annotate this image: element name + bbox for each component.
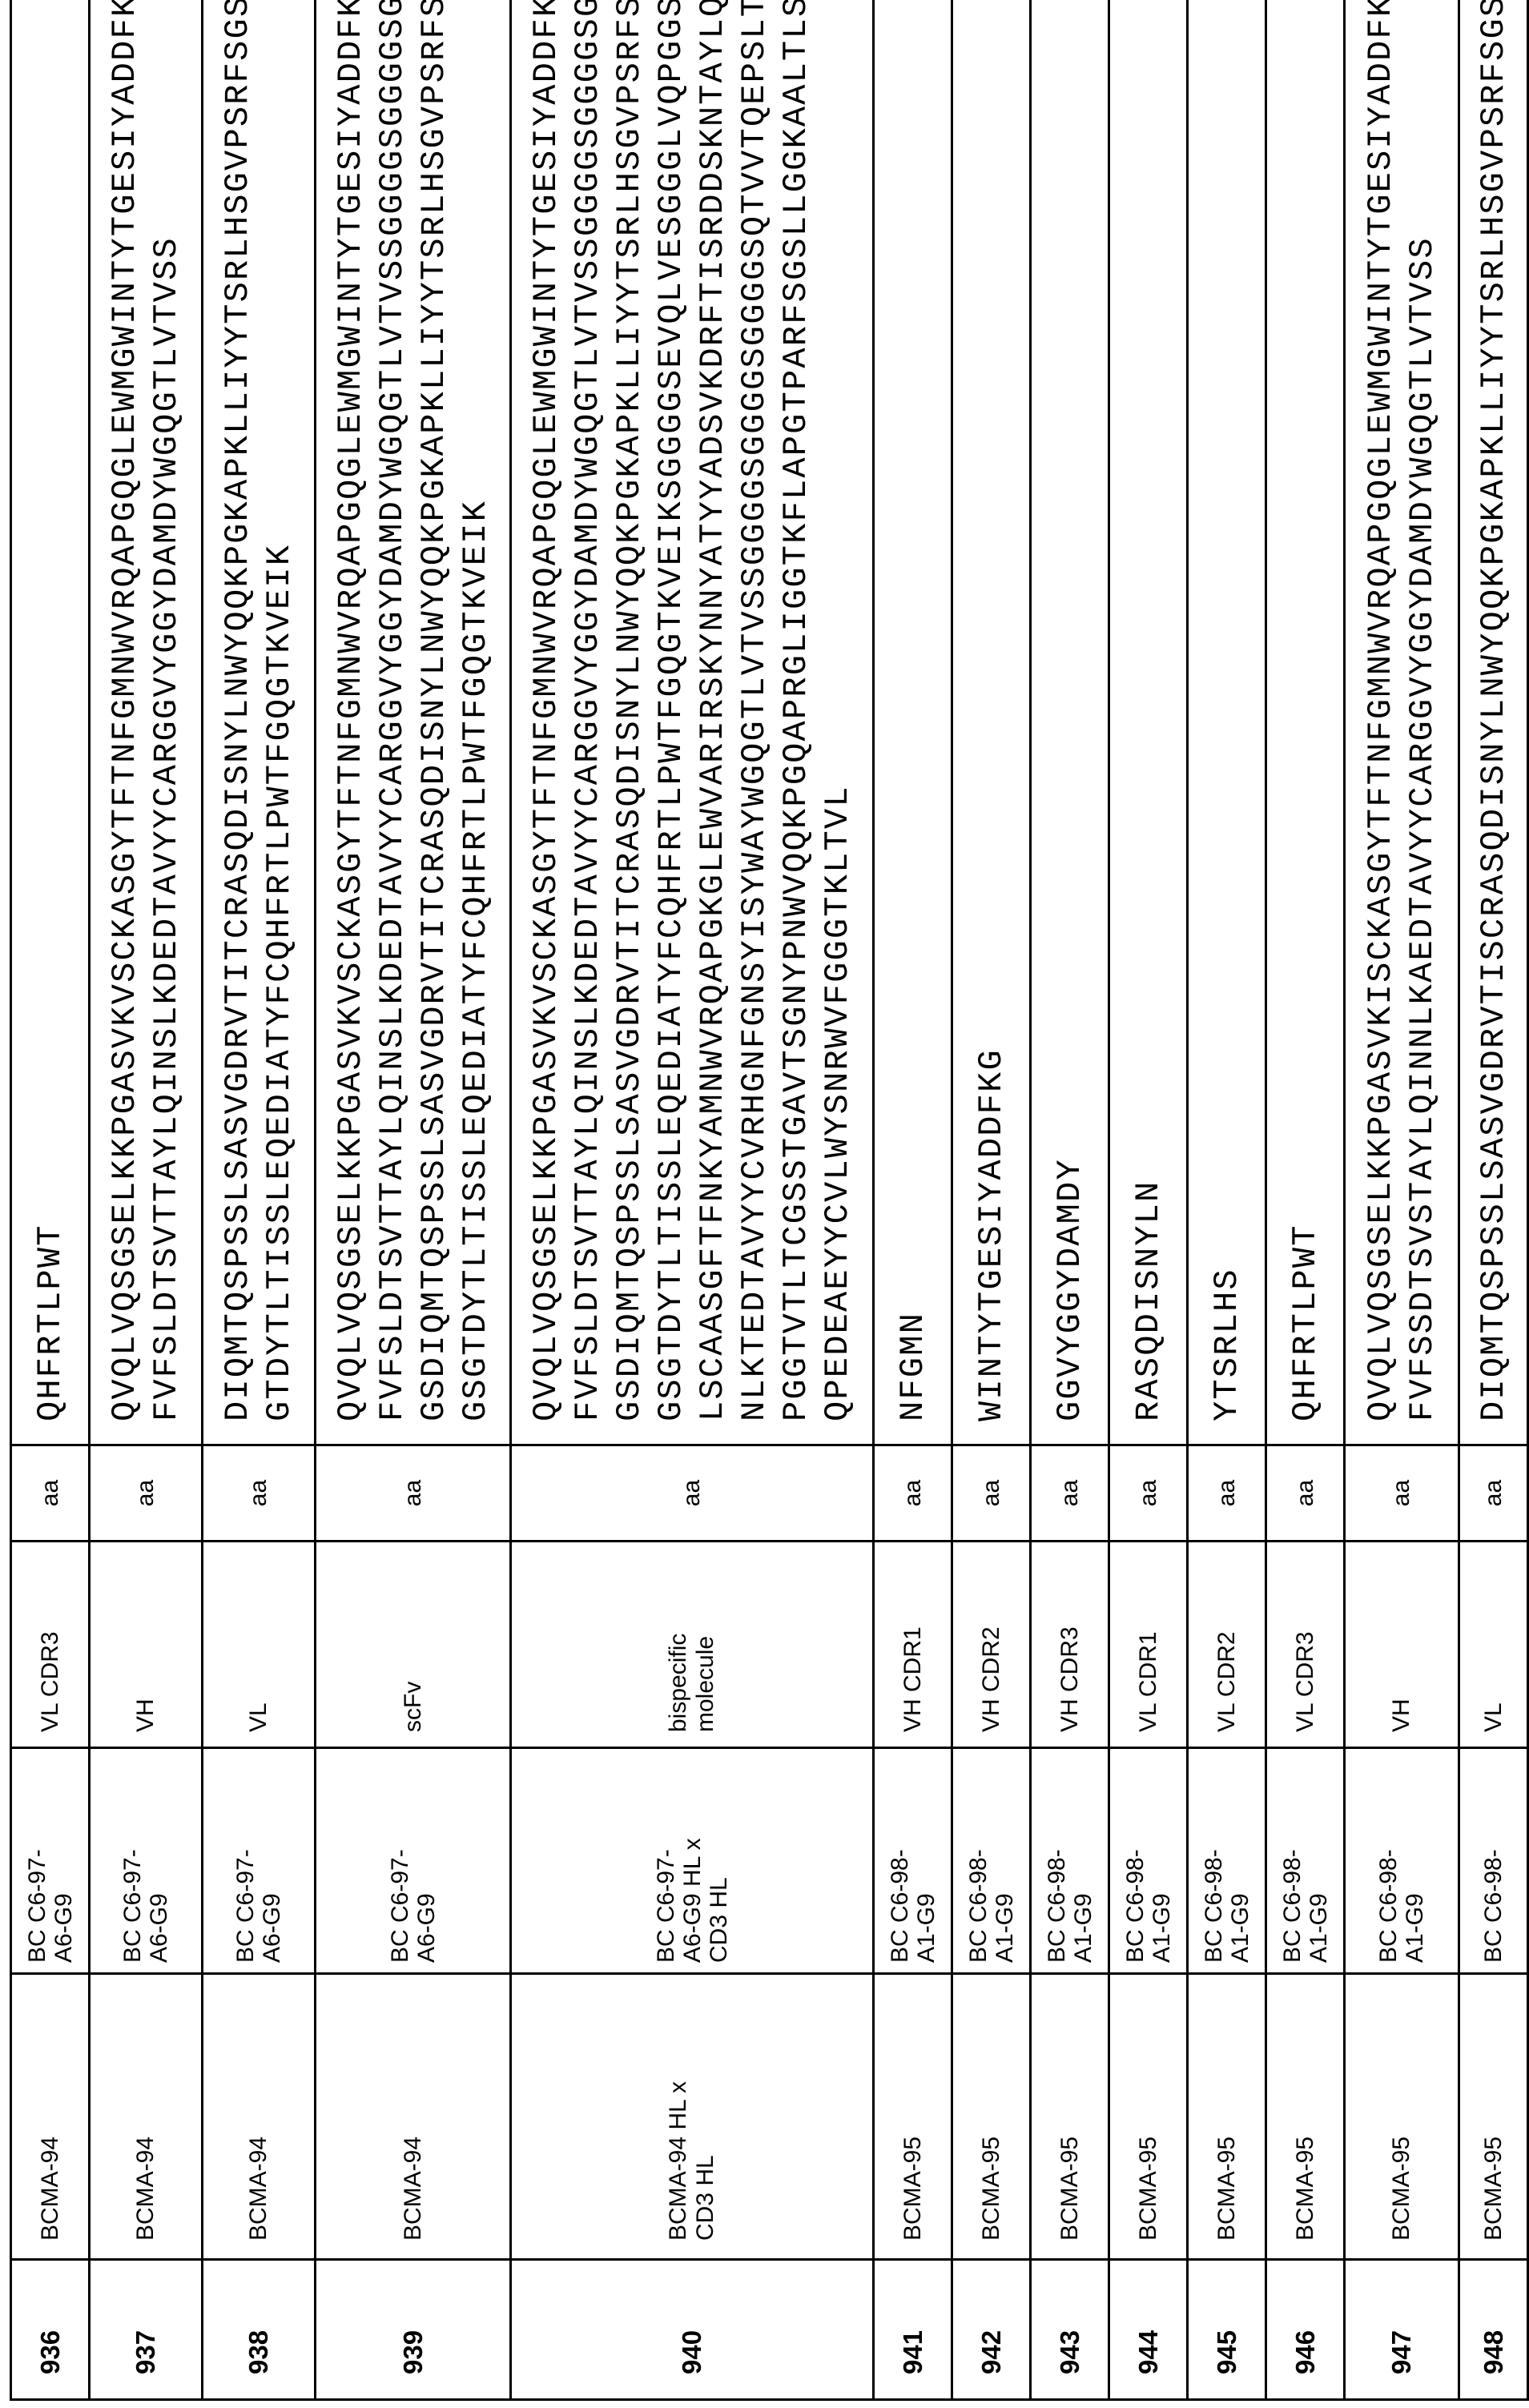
table-row — [952, 0, 1031, 2400]
antibody-designation-cell — [316, 1748, 511, 1974]
sequence-unit: aa — [1213, 1480, 1240, 1506]
sequence-unit-cell — [952, 1445, 1031, 1542]
sequence-line: QVQLVQSGSELKKPGASVKVSCKASGYTFTNFGMNWVRQAPGQGLEWMGWINTYTGESIYADDFKGR — [104, 0, 146, 1421]
seq-id-number-cell — [511, 2260, 874, 2400]
seq-id-number: 936 — [35, 2330, 65, 2374]
sequence-line: FVFSLDTSVTTAYLQINSLKDEDTAVYYCARGGVYGGYDAMDYWGQGTLVTVSSGGGGSGGGGSGGGG — [372, 0, 413, 1421]
sequence-cell — [90, 0, 203, 1445]
sequence-type-cell — [952, 1542, 1031, 1748]
antibody-designation: BC C6-97-A6-G9 — [232, 1820, 285, 1963]
target-name: BCMA-94 HL x CD3 HL — [665, 2068, 719, 2241]
seq-id-number-cell — [1345, 2260, 1459, 2400]
target-name: BCMA-94 — [400, 2068, 427, 2241]
seq-id-number: 938 — [243, 2330, 273, 2374]
sequence-line: LSCAASGFTFNKYAMNWVRQAPGKGLEWVARIRSKYNNYATYYADSVKDRFTISRDDSKNTAYLQMN — [692, 0, 734, 1421]
sequence-type: VL CDR3 — [1292, 1604, 1319, 1732]
sequence-line: NFGMN — [892, 0, 934, 1421]
target-name: BCMA-95 — [899, 2068, 927, 2241]
target-name-cell — [90, 1974, 203, 2260]
seq-id-number: 944 — [1133, 2330, 1163, 2374]
sequence-type: VL CDR2 — [1213, 1604, 1241, 1732]
antibody-designation-cell — [1266, 1748, 1345, 1974]
sequence-type-cell — [316, 1542, 511, 1748]
rotated-sequence-table — [10, 6, 1527, 2401]
sequence-type-cell — [1459, 1542, 1528, 1748]
sequence-type: VH CDR1 — [899, 1604, 927, 1732]
seq-id-number: 946 — [1290, 2330, 1320, 2374]
sequence-line: GGVYGGYDAMDY — [1049, 0, 1091, 1421]
antibody-designation-cell — [874, 1748, 952, 1974]
seq-id-number: 942 — [976, 2330, 1006, 2374]
table-row — [11, 0, 90, 2400]
target-name-cell — [511, 1974, 874, 2260]
seq-id-number-cell — [952, 2260, 1031, 2400]
sequence-unit-cell — [1345, 1445, 1459, 1542]
seq-id-number: 947 — [1386, 2330, 1416, 2374]
sequence-cell — [1459, 0, 1528, 1445]
sequence-table-body — [11, 0, 1528, 2400]
antibody-designation-cell — [90, 1748, 203, 1974]
sequence-line: QHFRTLPWT — [1285, 0, 1326, 1421]
target-name-cell — [1109, 1974, 1188, 2260]
sequence-unit-cell — [874, 1445, 952, 1542]
seq-id-number-cell — [1031, 2260, 1109, 2400]
antibody-designation-cell — [1345, 1748, 1459, 1974]
sequence-cell — [1188, 0, 1266, 1445]
seq-id-number-cell — [1459, 2260, 1528, 2400]
sequence-unit-cell — [11, 1445, 90, 1542]
sequence-type-cell — [90, 1542, 203, 1748]
sequence-cell — [1109, 0, 1188, 1445]
seq-id-number: 943 — [1055, 2330, 1084, 2374]
sequence-unit: aa — [400, 1480, 426, 1506]
antibody-designation-cell — [203, 1748, 316, 1974]
sequence-type-cell — [1109, 1542, 1188, 1748]
sequence-line: DIQMTQSPSSLSASVGDRVTITCRASQDISNYLNWYQQKPGKAPKLLIYYTSRLHSGVPSRFSGSGS — [217, 0, 259, 1421]
sequence-unit-cell — [316, 1445, 511, 1542]
sequence-line: QHFRTLPWT — [30, 0, 71, 1421]
sequence-unit: aa — [132, 1480, 159, 1506]
sequence-line: GTDYTLTISSLEQEDIATYFCQHFRTLPWTFGQGTKVEIK — [259, 0, 300, 1421]
sequence-line: GSDIQMTQSPSSLSASVGDRVTITCRASQDISNYLNWYQQKPGKAPKLLIYYTSRLHSGVPSRFSGS — [609, 0, 650, 1421]
sequence-line: FVFSLDTSVTTAYLQINSLKDEDTAVYYCARGGVYGGYDAMDYWGQGTLVTVSS — [146, 0, 187, 1421]
target-name: BCMA-94 — [37, 2068, 64, 2241]
target-name-cell — [11, 1974, 90, 2260]
target-name: BCMA-95 — [1388, 2068, 1415, 2241]
sequence-unit-cell — [203, 1445, 316, 1542]
seq-id-number-cell — [90, 2260, 203, 2400]
seq-id-number-cell — [1188, 2260, 1266, 2400]
table-row — [1109, 0, 1188, 2400]
seq-id-number-cell — [1266, 2260, 1345, 2400]
sequence-type: VH CDR3 — [1056, 1604, 1084, 1732]
sequence-unit: aa — [1388, 1480, 1414, 1506]
target-name-cell — [1266, 1974, 1345, 2260]
antibody-designation: BC C6-98- — [1480, 1820, 1507, 1963]
sequence-line: GSGTDYTLTISSLEQEDIATYFCQHFRTLPWTFGQGTKVEIK — [455, 0, 497, 1421]
sequence-unit: aa — [978, 1480, 1004, 1506]
target-name: BCMA-95 — [1056, 2068, 1084, 2241]
table-row — [874, 0, 952, 2400]
table-row — [1188, 0, 1266, 2400]
sequence-unit-cell — [1031, 1445, 1109, 1542]
sequence-line: RASQDISNYLN — [1128, 0, 1169, 1421]
sequence-type-cell — [1031, 1542, 1109, 1748]
antibody-designation: BC C6-98-A1-G9 — [887, 1820, 940, 1963]
antibody-designation-cell — [511, 1748, 874, 1974]
table-row — [90, 0, 203, 2400]
sequence-type: scFv — [400, 1604, 427, 1732]
seq-id-number: 948 — [1479, 2330, 1508, 2374]
sequence-cell — [11, 0, 90, 1445]
sequence-type: VL CDR1 — [1135, 1604, 1162, 1732]
target-name: BCMA-95 — [1292, 2068, 1319, 2241]
antibody-designation: BC C6-98-A1-G9 — [1044, 1820, 1096, 1963]
sequence-cell — [511, 0, 874, 1445]
table-row — [1266, 0, 1345, 2400]
sequence-line: GSGTDYTLTISSLEQEDIATYFCQHFRTLPWTFGQGTKVEIKSGGGGSEVQLVESGGGLVQPGGSLK — [650, 0, 692, 1421]
sequence-line: QVQLVQSGSELKKPGASVKISCKASGYTFTNFGMNWVRQAPGQGLEWMGWINTYTGESIYADDFKGR — [1360, 0, 1402, 1421]
antibody-designation: BC C6-97-A6-G9 — [24, 1820, 77, 1963]
seq-id-number: 939 — [398, 2330, 428, 2374]
seq-id-number-cell — [1109, 2260, 1188, 2400]
table-row — [1031, 0, 1109, 2400]
sequence-type: VH — [132, 1604, 159, 1732]
sequence-unit: aa — [1135, 1480, 1161, 1506]
antibody-designation-cell — [1109, 1748, 1188, 1974]
sequence-line: PGGTVTLTCGSSTGAVTSGNYPNWVQQKPGQAPRGLIGGTKFLAPGTPARFSGSLLGGKAALTLSGV — [775, 0, 817, 1421]
target-name-cell — [1031, 1974, 1109, 2260]
sequence-type: bispecific molecule — [665, 1604, 719, 1732]
antibody-designation: BC C6-97-A6-G9 — [119, 1820, 172, 1963]
seq-id-number-cell — [316, 2260, 511, 2400]
sequence-unit: aa — [1480, 1480, 1507, 1506]
sequence-line: QPEDEAEYYCVLWYSNRWVFGGGTKLTVL — [817, 0, 859, 1421]
antibody-designation: BC C6-98-A1-G9 — [1201, 1820, 1253, 1963]
target-name-cell — [1459, 1974, 1528, 2260]
sequence-unit-cell — [1266, 1445, 1345, 1542]
sequence-unit-cell — [90, 1445, 203, 1542]
seq-id-number: 940 — [677, 2330, 706, 2374]
sequence-unit: aa — [245, 1480, 272, 1506]
antibody-designation-cell — [1459, 1748, 1528, 1974]
antibody-designation-cell — [1031, 1748, 1109, 1974]
sequence-line: YTSRLHS — [1206, 0, 1248, 1421]
sequence-cell — [1031, 0, 1109, 1445]
seq-id-number-cell — [203, 2260, 316, 2400]
sequence-type-cell — [874, 1542, 952, 1748]
sequence-line: QVQLVQSGSELKKPGASVKVSCKASGYTFTNFGMNWVRQAPGQGLEWMGWINTYTGESIYADDFKGR — [330, 0, 372, 1421]
seq-id-number-cell — [874, 2260, 952, 2400]
sequence-line: NLKTEDTAVYYCVRHGNFGNSYISYWAYWGQGTLVTVSSGGGGSGGGGSGGGGSQTVVTQEPSLTVS — [734, 0, 775, 1421]
seq-id-number: 941 — [898, 2330, 927, 2374]
sequence-unit-cell — [1459, 1445, 1528, 1542]
sequence-type-cell — [1266, 1542, 1345, 1748]
seq-id-number: 945 — [1212, 2330, 1241, 2374]
target-name-cell — [874, 1974, 952, 2260]
sequence-cell — [874, 0, 952, 1445]
sequence-cell — [316, 0, 511, 1445]
sequence-line: GSDIQMTQSPSSLSASVGDRVTITCRASQDISNYLNWYQQKPGKAPKLLIYYTSRLHSGVPSRFSGS — [413, 0, 455, 1421]
target-name: BCMA-94 — [132, 2068, 159, 2241]
target-name-cell — [952, 1974, 1031, 2260]
antibody-designation: BC C6-97-A6-G9 HL x CD3 HL — [653, 1820, 732, 1963]
target-name: BCMA-94 — [245, 2068, 272, 2241]
table-row — [1459, 0, 1528, 2400]
sequence-cell — [203, 0, 316, 1445]
sequence-type: VL — [1480, 1604, 1507, 1732]
sequence-line: QVQLVQSGSELKKPGASVKVSCKASGYTFTNFGMNWVRQAPGQGLEWMGWINTYTGESIYADDFKGR — [525, 0, 567, 1421]
sequence-line: FVFSLDTSVTTAYLQINSLKDEDTAVYYCARGGVYGGYDAMDYWGQGTLVTVSSGGGGSGGGGSGGGG — [567, 0, 609, 1421]
target-name-cell — [203, 1974, 316, 2260]
sequence-type-cell — [1188, 1542, 1266, 1748]
sequence-unit-cell — [1188, 1445, 1266, 1542]
target-name: BCMA-95 — [1213, 2068, 1241, 2241]
sequence-type-cell — [511, 1542, 874, 1748]
seq-id-number-cell — [11, 2260, 90, 2400]
table-row — [1345, 0, 1459, 2400]
sequence-unit: aa — [678, 1480, 705, 1506]
sequence-table — [10, 0, 1529, 2401]
sequence-line: FVFSSDTSVSTAYLQINNLKAEDTAVYYCARGGVYGGYDAMDYWGQGTLVTVSS — [1402, 0, 1443, 1421]
sequence-unit: aa — [1292, 1480, 1318, 1506]
sequence-unit-cell — [1109, 1445, 1188, 1542]
sequence-type-cell — [203, 1542, 316, 1748]
sequence-line: DIQMTQSPSSLSASVGDRVTISCRASQDISNYLNWYQQKPGKAPKLLIYYTSRLHSGVPSRFSGSGS — [1473, 0, 1515, 1421]
sequence-unit-cell — [511, 1445, 874, 1542]
antibody-designation-cell — [952, 1748, 1031, 1974]
antibody-designation: BC C6-98-A1-G9 — [1279, 1820, 1332, 1963]
antibody-designation-cell — [11, 1748, 90, 1974]
sequence-unit: aa — [37, 1480, 63, 1506]
sequence-cell — [1345, 0, 1459, 1445]
sequence-cell — [952, 0, 1031, 1445]
target-name-cell — [316, 1974, 511, 2260]
table-row — [316, 0, 511, 2400]
target-name: BCMA-95 — [978, 2068, 1005, 2241]
antibody-designation: BC C6-98-A1-G9 — [965, 1820, 1018, 1963]
sequence-type: VH — [1388, 1604, 1415, 1732]
sequence-type: VH CDR2 — [978, 1604, 1005, 1732]
seq-id-number: 937 — [131, 2330, 160, 2374]
target-name-cell — [1188, 1974, 1266, 2260]
sequence-type: VL — [245, 1604, 272, 1732]
sequence-unit: aa — [899, 1480, 926, 1506]
antibody-designation-cell — [1188, 1748, 1266, 1974]
sequence-type-cell — [11, 1542, 90, 1748]
sequence-cell — [1266, 0, 1345, 1445]
sequence-type-cell — [1345, 1542, 1459, 1748]
table-row — [511, 0, 874, 2400]
target-name: BCMA-95 — [1480, 2068, 1507, 2241]
antibody-designation: BC C6-98-A1-G9 — [1122, 1820, 1175, 1963]
antibody-designation: BC C6-97-A6-G9 — [387, 1820, 440, 1963]
antibody-designation: BC C6-98-A1-G9 — [1375, 1820, 1428, 1963]
target-name: BCMA-95 — [1135, 2068, 1162, 2241]
sequence-line: WINTYTGESIYADDFKG — [971, 0, 1012, 1421]
sequence-unit: aa — [1056, 1480, 1083, 1506]
table-row — [203, 0, 316, 2400]
target-name-cell — [1345, 1974, 1459, 2260]
sequence-type: VL CDR3 — [37, 1604, 64, 1732]
